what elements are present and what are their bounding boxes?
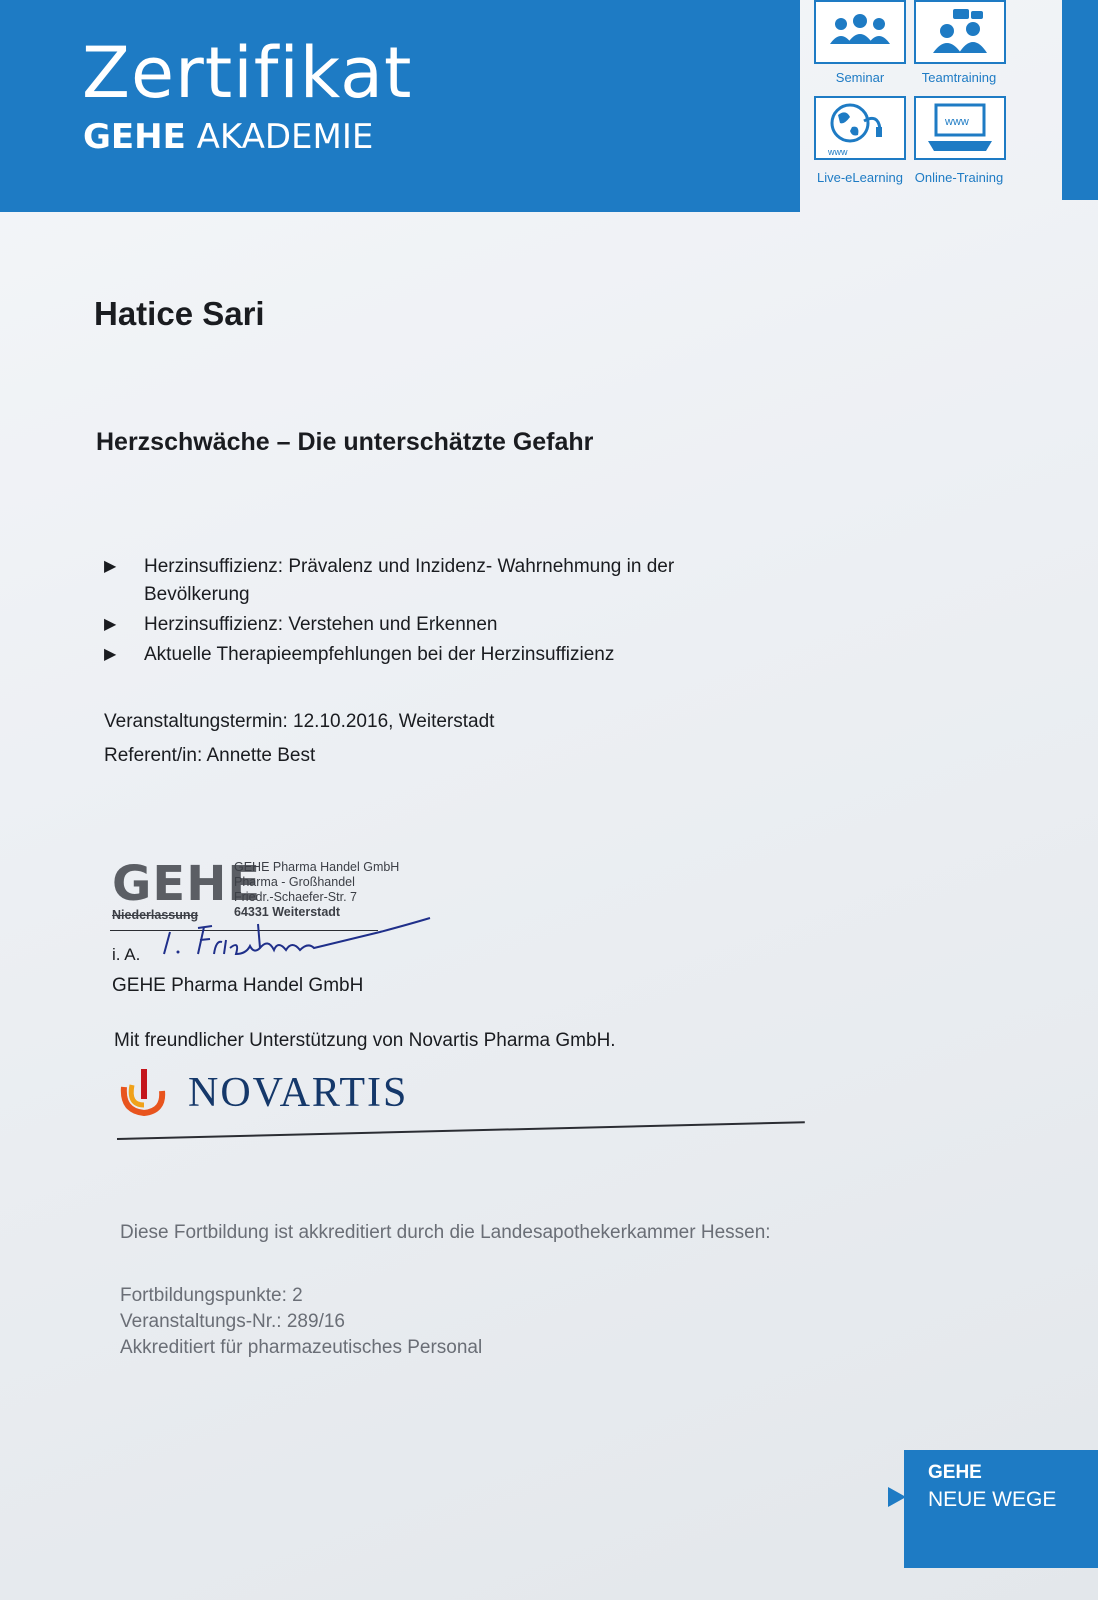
- online-training-laptop-icon: [914, 96, 1006, 160]
- accreditation-points: Fortbildungspunkte: 2: [120, 1285, 303, 1306]
- accreditation-audience: Akkreditiert für pharmazeutisches Personal: [120, 1337, 483, 1358]
- topic-item: ▶ Herzinsuffizienz: Verstehen und Erkennen: [100, 611, 740, 639]
- stamp-address: GEHE Pharma Handel GmbH Pharma - Großhandel Friedr.-Schaefer-Str. 7 64331 Weiterstadt: [234, 860, 400, 919]
- topic-item: ▶ Aktuelle Therapieempfehlungen bei der Herzinsuffizienz: [100, 641, 740, 669]
- svg-text:www: www: [828, 147, 848, 157]
- neue-wege-badge: [904, 1450, 1098, 1568]
- topic-list: [100, 553, 740, 671]
- accreditation-event-number: Veranstaltungs-Nr.: 289/16: [120, 1311, 345, 1332]
- event-date: Veranstaltungstermin: 12.10.2016, Weiterstadt: [104, 711, 495, 732]
- live-elearning-globe-icon: [814, 96, 906, 160]
- header-band: [0, 0, 800, 212]
- novartis-flame-icon: [118, 1065, 170, 1117]
- stamp-logo: GEHE: [112, 856, 262, 912]
- event-speaker: Referent/in: Annette Best: [104, 745, 316, 766]
- signature-prefix: i. A.: [112, 945, 141, 964]
- novartis-wordmark: NOVARTIS: [188, 1070, 409, 1116]
- participant-name: Hatice Sari: [94, 295, 265, 332]
- svg-text:www: www: [945, 116, 969, 128]
- signatory-company: GEHE Pharma Handel GmbH: [112, 975, 364, 996]
- academy-name: GEHE AKADEMIE: [83, 117, 374, 157]
- header-band-right: [1062, 0, 1098, 200]
- triangle-bullet-icon: ▶: [104, 616, 117, 633]
- footer-brand: GEHE: [928, 1462, 982, 1483]
- topic-item: ▶ Herzinsuffizienz: Prävalenz und Inzidenz- Wahrnehmung in der Bevölkerung: [100, 553, 740, 609]
- accreditation-statement: Diese Fortbildung ist akkreditiert durch die Landesapothekerkammer Hessen:: [120, 1222, 771, 1243]
- teamtraining-icon: [914, 0, 1006, 64]
- novartis-logo: [118, 1065, 438, 1125]
- format-label-online-training: Online-Training: [914, 170, 1004, 185]
- seminar-group-icon: [814, 0, 906, 64]
- triangle-bullet-icon: ▶: [104, 558, 117, 575]
- format-label-live-elearning: Live-eLearning: [816, 170, 903, 185]
- handwritten-signature: [150, 910, 450, 965]
- footer-slogan: NEUE WEGE: [928, 1488, 1057, 1511]
- stamp-branch: Niederlassung: [112, 908, 199, 922]
- sponsor-note: Mit freundlicher Unterstützung von Novartis Pharma GmbH.: [114, 1030, 616, 1051]
- triangle-bullet-icon: ▶: [104, 646, 117, 663]
- format-label-teamtraining: Teamtraining: [921, 70, 997, 85]
- training-formats: [816, 0, 1036, 195]
- format-label-seminar: Seminar: [835, 70, 885, 85]
- arrow-icon: [888, 1487, 906, 1507]
- certificate-title: Zertifikat: [82, 32, 413, 114]
- course-title: Herzschwäche – Die unterschätzte Gefahr: [96, 428, 594, 456]
